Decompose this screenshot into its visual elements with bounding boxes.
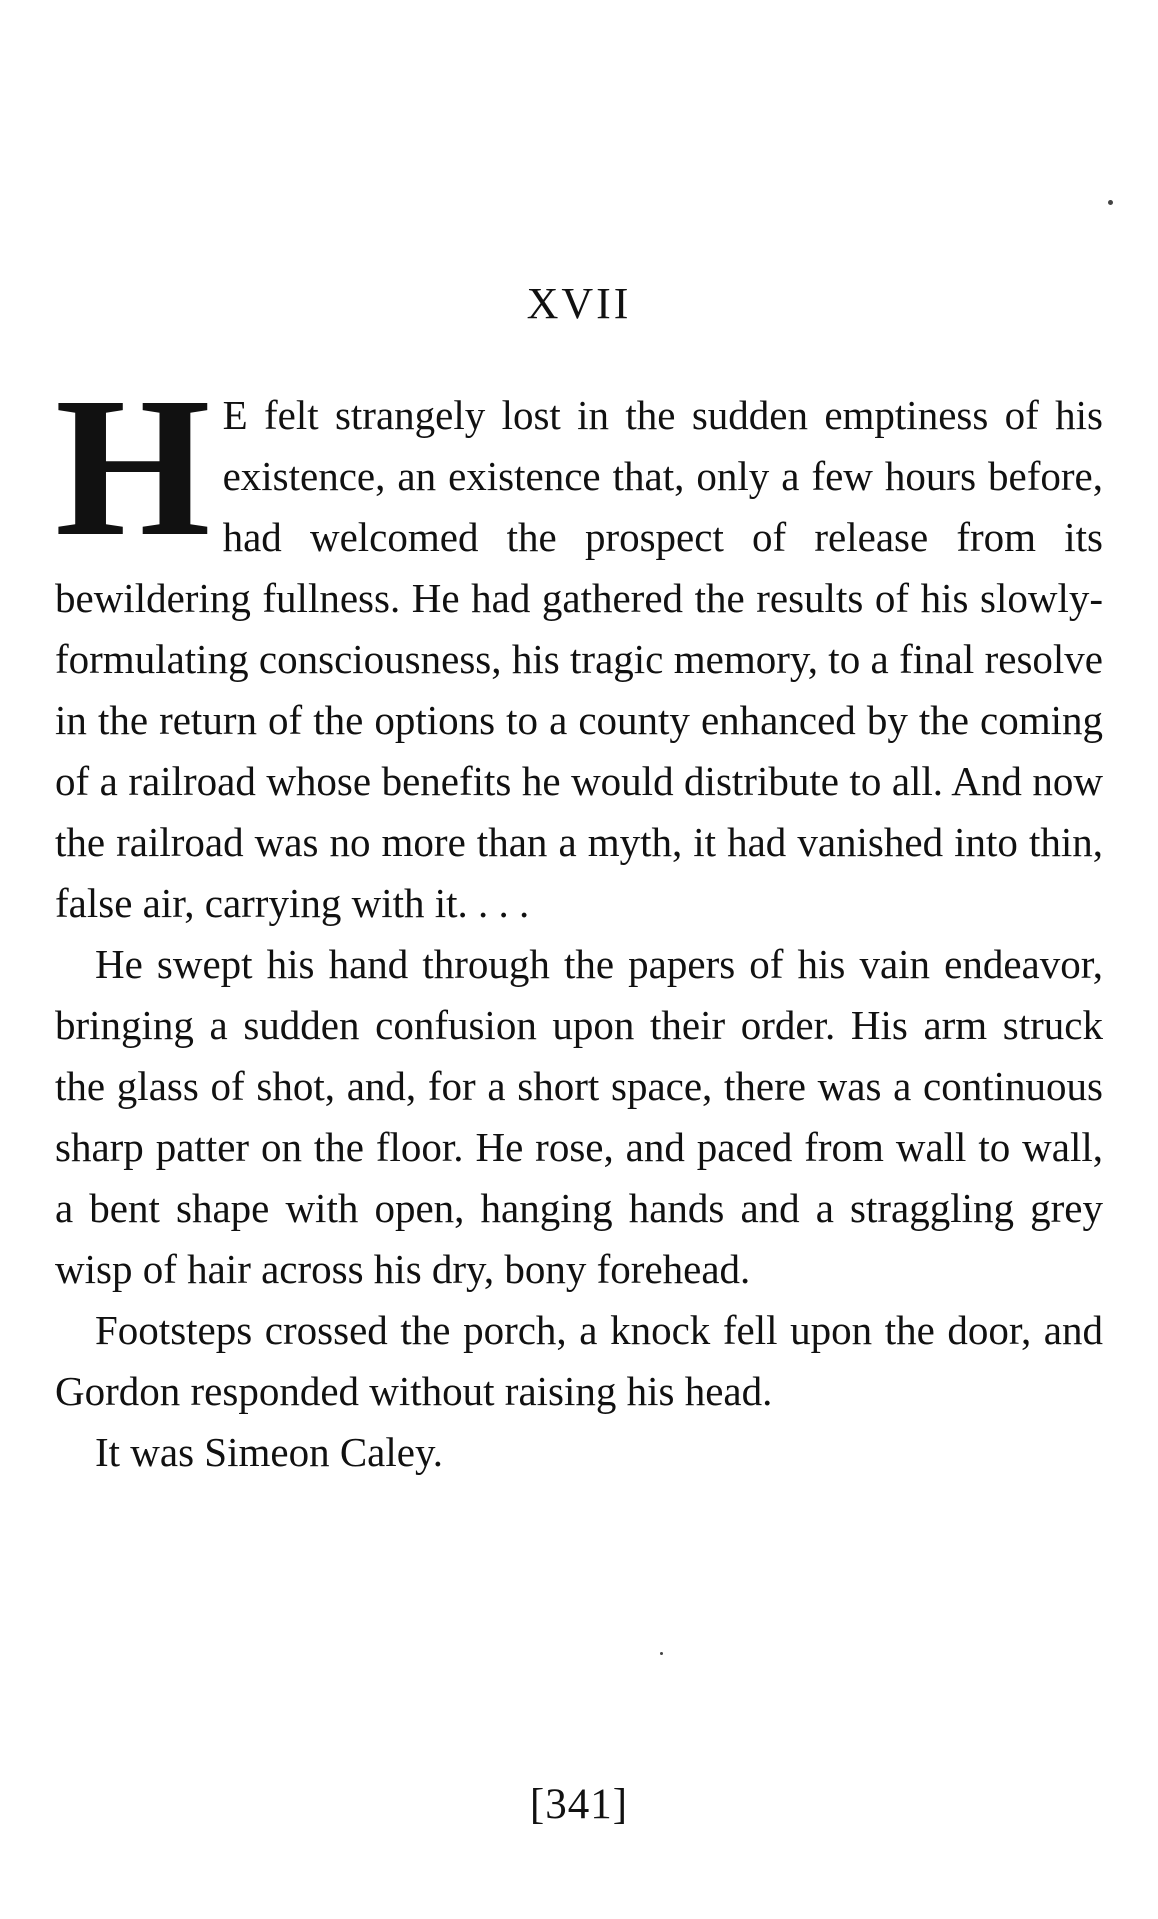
print-speck xyxy=(1108,200,1113,205)
book-page xyxy=(55,0,1103,1919)
chapter-body xyxy=(55,357,1103,1483)
paragraph-2: He swept his hand through the papers of his vain endeavor, bringing a sudden confusion upon their order. His arm struck the glass of shot, and, for a short space, there was a continuous sharp patter on the floor. He rose, and paced from wall to wall, a bent shape with open, hanging hands and a straggling grey wisp of hair across his dry, bony forehead. xyxy=(55,941,1103,1292)
paragraph-1 xyxy=(55,357,1103,934)
chapter-title: XVII xyxy=(526,279,632,328)
paragraph-1-text: E felt strangely lost in the sudden emptiness of his existence, an existence that, only a few hours before, had welcomed the prospect of release from its bewildering fullness. He had gathered the results of his slowly-formulating consciousness, his tragic memory, to a final resolve in the return of the options to a county enhanced by the coming of a railroad whose benefits he would distribute to all. And now the railroad was no more than a myth, it had vanished into thin, false air, carrying with it. . . . xyxy=(55,392,1103,926)
paragraph-3: Footsteps crossed the porch, a knock fell upon the door, and Gordon responded without raising his head. xyxy=(55,1307,1103,1414)
drop-cap: H xyxy=(55,357,211,578)
page-number: [341] xyxy=(529,1781,629,1828)
print-speck xyxy=(660,1652,663,1655)
paragraph-4: It was Simeon Caley. xyxy=(95,1429,444,1475)
